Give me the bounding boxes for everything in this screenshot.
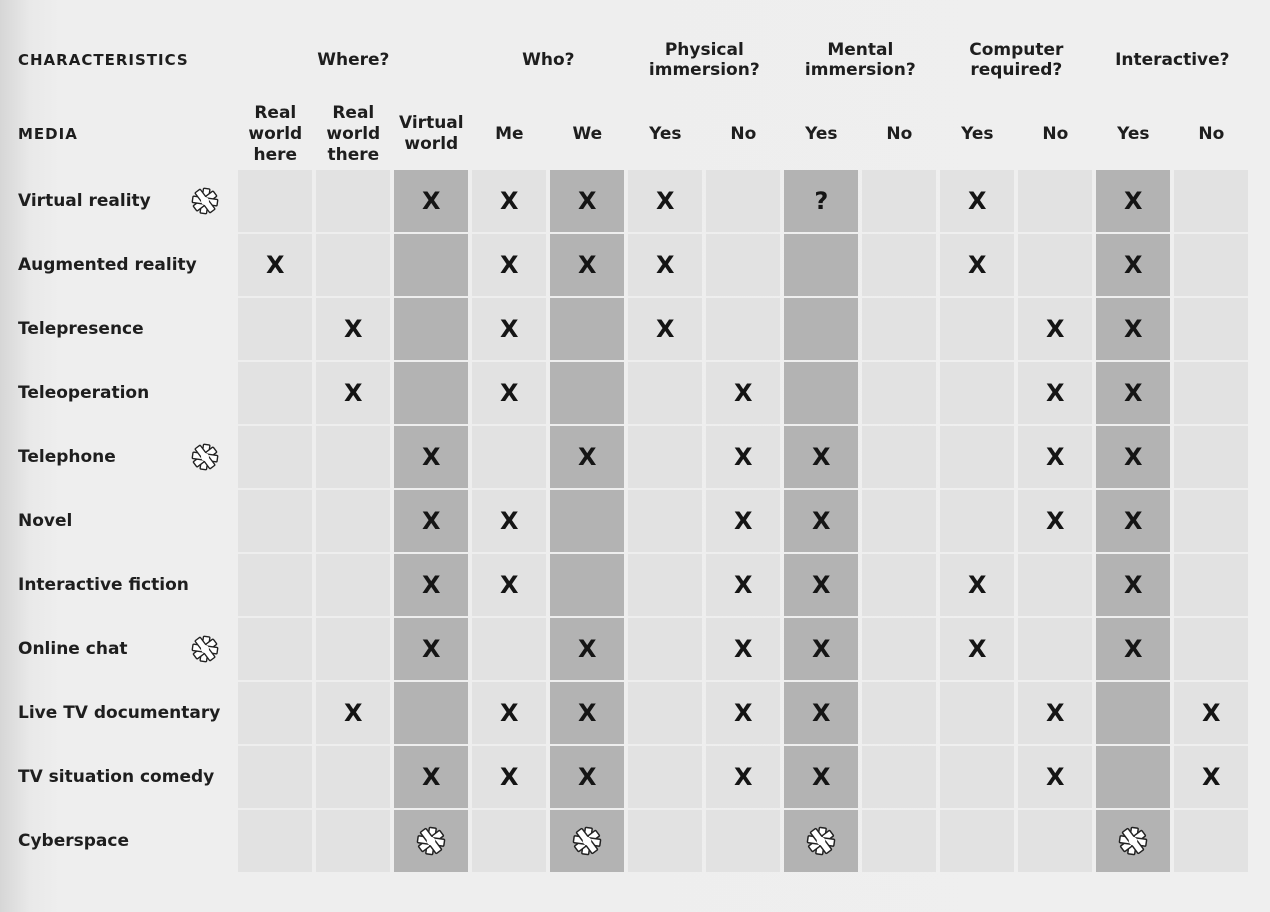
data-cell	[706, 426, 780, 488]
cell-mark: X	[422, 571, 441, 599]
media-label-cell	[14, 234, 234, 296]
data-cell	[940, 362, 1014, 424]
data-cell	[1096, 618, 1170, 680]
data-cell	[1174, 810, 1248, 872]
cell-mark: X	[1046, 315, 1065, 343]
cell-mark: X	[578, 443, 597, 471]
data-cell	[394, 298, 468, 360]
data-cell	[784, 554, 858, 616]
data-cell	[940, 618, 1014, 680]
data-cell	[472, 298, 546, 360]
data-cell	[238, 682, 312, 744]
data-cell	[784, 682, 858, 744]
cell-mark: X	[266, 251, 285, 279]
data-cell	[238, 234, 312, 296]
data-cell	[862, 618, 936, 680]
data-cell	[550, 618, 624, 680]
data-cell	[1018, 810, 1092, 872]
data-cell	[316, 746, 390, 808]
media-label-cell	[14, 746, 234, 808]
data-cell	[472, 682, 546, 744]
data-cell	[940, 234, 1014, 296]
media-characteristics-table	[10, 20, 1252, 874]
table-row	[14, 618, 1248, 680]
data-cell	[1096, 682, 1170, 744]
characteristics-heading: CHARACTERISTICS	[18, 51, 189, 69]
cell-mark: X	[1124, 379, 1143, 407]
cell-mark: X	[734, 699, 753, 727]
media-label-cell	[14, 490, 234, 552]
subheading: No	[886, 123, 913, 144]
data-cell	[394, 810, 468, 872]
table-row	[14, 426, 1248, 488]
subheading: Yes	[1117, 123, 1150, 144]
data-cell	[1018, 618, 1092, 680]
data-cell	[394, 746, 468, 808]
data-cell	[784, 490, 858, 552]
data-cell	[1018, 362, 1092, 424]
data-cell	[472, 426, 546, 488]
data-cell	[706, 618, 780, 680]
data-cell	[1174, 618, 1248, 680]
cell-mark: X	[422, 443, 441, 471]
cell-mark: X	[734, 571, 753, 599]
data-cell	[862, 298, 936, 360]
cell-mark: X	[578, 763, 597, 791]
data-cell	[394, 490, 468, 552]
table-row	[14, 234, 1248, 296]
header-sub-row	[14, 100, 1248, 168]
data-cell	[862, 682, 936, 744]
cell-mark: X	[1124, 507, 1143, 535]
cell-mark: X	[1202, 699, 1221, 727]
data-cell	[1174, 362, 1248, 424]
cell-mark: X	[734, 763, 753, 791]
cell-mark: X	[812, 507, 831, 535]
data-cell	[784, 426, 858, 488]
cell-mark: X	[1202, 763, 1221, 791]
data-cell	[316, 426, 390, 488]
cell-mark: X	[812, 635, 831, 663]
data-cell	[1018, 490, 1092, 552]
data-cell	[316, 234, 390, 296]
data-cell	[784, 810, 858, 872]
media-label: Novel	[18, 511, 73, 531]
subheading: We	[572, 123, 603, 144]
cell-mark: X	[1124, 187, 1143, 215]
cell-mark: X	[1046, 699, 1065, 727]
media-label: Augmented reality	[18, 255, 197, 275]
data-cell	[1018, 682, 1092, 744]
data-cell	[238, 362, 312, 424]
cell-mark: ?	[814, 187, 829, 215]
data-cell	[1096, 426, 1170, 488]
cell-mark: X	[1046, 443, 1065, 471]
subheading: Yes	[805, 123, 838, 144]
subheading: Virtual world	[399, 113, 464, 154]
cell-mark: X	[500, 571, 519, 599]
group-heading: Physical immersion?	[648, 40, 760, 80]
data-cell	[1174, 682, 1248, 744]
data-cell	[1174, 746, 1248, 808]
subheading: Yes	[649, 123, 682, 144]
data-cell	[238, 426, 312, 488]
data-cell	[940, 682, 1014, 744]
media-heading: MEDIA	[18, 124, 78, 143]
asterisk-icon	[805, 825, 837, 857]
table-row	[14, 746, 1248, 808]
cell-mark: X	[1124, 443, 1143, 471]
media-label: TV situation comedy	[18, 767, 215, 787]
cell-mark: X	[500, 763, 519, 791]
subheading: Yes	[961, 123, 994, 144]
data-cell	[628, 298, 702, 360]
asterisk-icon	[415, 825, 447, 857]
data-cell	[1096, 554, 1170, 616]
table-row	[14, 362, 1248, 424]
data-cell	[238, 298, 312, 360]
data-cell	[316, 170, 390, 232]
data-cell	[1174, 298, 1248, 360]
media-label-cell	[14, 618, 234, 680]
data-cell	[316, 490, 390, 552]
data-cell	[784, 746, 858, 808]
media-label: Telephone	[18, 447, 116, 467]
data-cell	[862, 426, 936, 488]
data-cell	[784, 170, 858, 232]
data-cell	[472, 810, 546, 872]
group-heading: Mental immersion?	[804, 40, 916, 80]
data-cell	[628, 810, 702, 872]
data-cell	[316, 618, 390, 680]
data-cell	[238, 810, 312, 872]
data-cell	[940, 426, 1014, 488]
cell-mark: X	[578, 251, 597, 279]
data-cell	[940, 810, 1014, 872]
data-cell	[628, 362, 702, 424]
data-cell	[784, 298, 858, 360]
subheading: Real world there	[326, 102, 381, 165]
data-cell	[394, 554, 468, 616]
media-label-cell	[14, 426, 234, 488]
cell-mark: X	[812, 763, 831, 791]
cell-mark: X	[578, 699, 597, 727]
media-label-cell	[14, 362, 234, 424]
cell-mark: X	[422, 187, 441, 215]
asterisk-icon	[571, 825, 603, 857]
data-cell	[550, 746, 624, 808]
table-row	[14, 682, 1248, 744]
data-cell	[784, 618, 858, 680]
cell-mark: X	[1124, 251, 1143, 279]
cell-mark: X	[656, 315, 675, 343]
data-cell	[706, 362, 780, 424]
data-cell	[238, 554, 312, 616]
data-cell	[940, 490, 1014, 552]
data-cell	[1174, 170, 1248, 232]
media-label-cell	[14, 554, 234, 616]
data-cell	[238, 170, 312, 232]
group-heading: Interactive?	[1115, 50, 1230, 70]
cell-mark: X	[734, 443, 753, 471]
cell-mark: X	[1046, 379, 1065, 407]
cell-mark: X	[734, 379, 753, 407]
data-cell	[1096, 298, 1170, 360]
cell-mark: X	[656, 251, 675, 279]
data-cell	[1174, 234, 1248, 296]
cell-mark: X	[344, 315, 363, 343]
data-cell	[862, 554, 936, 616]
cell-mark: X	[812, 699, 831, 727]
cell-mark: X	[968, 251, 987, 279]
data-cell	[394, 682, 468, 744]
media-label: Interactive fiction	[18, 575, 189, 595]
data-cell	[706, 298, 780, 360]
data-cell	[1174, 554, 1248, 616]
data-cell	[472, 554, 546, 616]
media-label: Live TV documentary	[18, 703, 221, 723]
table-row	[14, 554, 1248, 616]
data-cell	[550, 362, 624, 424]
cell-mark: X	[500, 187, 519, 215]
data-cell	[628, 554, 702, 616]
data-cell	[940, 298, 1014, 360]
data-cell	[472, 746, 546, 808]
data-cell	[1018, 426, 1092, 488]
group-heading: Computer required?	[969, 40, 1064, 80]
data-cell	[706, 234, 780, 296]
asterisk-icon	[190, 634, 220, 664]
data-cell	[472, 490, 546, 552]
data-cell	[550, 682, 624, 744]
cell-mark: X	[812, 571, 831, 599]
cell-mark: X	[422, 507, 441, 535]
cell-mark: X	[1124, 315, 1143, 343]
cell-mark: X	[968, 187, 987, 215]
data-cell	[472, 170, 546, 232]
subheading: Real world here	[248, 102, 303, 165]
cell-mark: X	[968, 571, 987, 599]
data-cell	[628, 426, 702, 488]
media-label: Cyberspace	[18, 831, 130, 851]
data-cell	[1096, 490, 1170, 552]
data-cell	[706, 810, 780, 872]
data-cell	[550, 234, 624, 296]
data-cell	[862, 362, 936, 424]
data-cell	[1174, 426, 1248, 488]
data-cell	[628, 234, 702, 296]
data-cell	[862, 810, 936, 872]
data-cell	[394, 170, 468, 232]
data-cell	[550, 298, 624, 360]
data-cell	[1018, 746, 1092, 808]
data-cell	[1096, 234, 1170, 296]
group-heading: Who?	[522, 50, 575, 70]
data-cell	[1096, 746, 1170, 808]
data-cell	[628, 170, 702, 232]
media-label-cell	[14, 810, 234, 872]
cell-mark: X	[500, 699, 519, 727]
data-cell	[628, 746, 702, 808]
data-cell	[1018, 298, 1092, 360]
cell-mark: X	[968, 635, 987, 663]
data-cell	[550, 170, 624, 232]
media-label-cell	[14, 682, 234, 744]
cell-mark: X	[812, 443, 831, 471]
subheading: No	[1198, 123, 1225, 144]
data-cell	[1018, 554, 1092, 616]
table-row	[14, 810, 1248, 872]
data-cell	[706, 170, 780, 232]
subheading: No	[730, 123, 757, 144]
data-cell	[1018, 170, 1092, 232]
media-label: Virtual reality	[18, 191, 151, 211]
data-cell	[238, 618, 312, 680]
table-body	[14, 170, 1248, 872]
data-cell	[394, 618, 468, 680]
group-heading: Where?	[317, 50, 390, 70]
cell-mark: X	[422, 763, 441, 791]
data-cell	[1096, 810, 1170, 872]
media-label: Telepresence	[18, 319, 144, 339]
asterisk-icon	[190, 442, 220, 472]
data-cell	[862, 234, 936, 296]
cell-mark: X	[656, 187, 675, 215]
subheading: Me	[495, 123, 524, 144]
data-cell	[238, 746, 312, 808]
data-cell	[706, 682, 780, 744]
data-cell	[394, 234, 468, 296]
data-cell	[550, 810, 624, 872]
data-cell	[1096, 362, 1170, 424]
data-cell	[862, 746, 936, 808]
cell-mark: X	[344, 699, 363, 727]
data-cell	[550, 426, 624, 488]
data-cell	[316, 298, 390, 360]
data-cell	[472, 618, 546, 680]
data-cell	[1096, 170, 1170, 232]
data-cell	[1174, 490, 1248, 552]
media-label-cell	[14, 298, 234, 360]
data-cell	[706, 746, 780, 808]
table-row	[14, 298, 1248, 360]
media-label: Online chat	[18, 639, 128, 659]
cell-mark: X	[578, 635, 597, 663]
cell-mark: X	[1046, 763, 1065, 791]
cell-mark: X	[500, 507, 519, 535]
asterisk-icon	[190, 186, 220, 216]
cell-mark: X	[500, 315, 519, 343]
cell-mark: X	[1046, 507, 1065, 535]
data-cell	[472, 362, 546, 424]
table-row	[14, 490, 1248, 552]
cell-mark: X	[734, 507, 753, 535]
asterisk-icon	[1117, 825, 1149, 857]
media-label-cell	[14, 170, 234, 232]
data-cell	[862, 490, 936, 552]
data-cell	[550, 554, 624, 616]
media-label: Teleoperation	[18, 383, 150, 403]
cell-mark: X	[422, 635, 441, 663]
data-cell	[316, 682, 390, 744]
data-cell	[1018, 234, 1092, 296]
data-cell	[862, 170, 936, 232]
cell-mark: X	[578, 187, 597, 215]
data-cell	[706, 490, 780, 552]
data-cell	[394, 426, 468, 488]
subheading: No	[1042, 123, 1069, 144]
data-cell	[316, 362, 390, 424]
data-cell	[628, 682, 702, 744]
header-group-row	[14, 22, 1248, 98]
data-cell	[472, 234, 546, 296]
data-cell	[550, 490, 624, 552]
cell-mark: X	[500, 251, 519, 279]
data-cell	[628, 490, 702, 552]
data-cell	[628, 618, 702, 680]
data-cell	[784, 362, 858, 424]
data-cell	[316, 810, 390, 872]
cell-mark: X	[1124, 635, 1143, 663]
table-row	[14, 170, 1248, 232]
data-cell	[316, 554, 390, 616]
data-cell	[706, 554, 780, 616]
data-cell	[394, 362, 468, 424]
data-cell	[940, 170, 1014, 232]
cell-mark: X	[500, 379, 519, 407]
cell-mark: X	[1124, 571, 1143, 599]
cell-mark: X	[734, 635, 753, 663]
data-cell	[238, 490, 312, 552]
data-cell	[940, 554, 1014, 616]
data-cell	[784, 234, 858, 296]
data-cell	[940, 746, 1014, 808]
cell-mark: X	[344, 379, 363, 407]
